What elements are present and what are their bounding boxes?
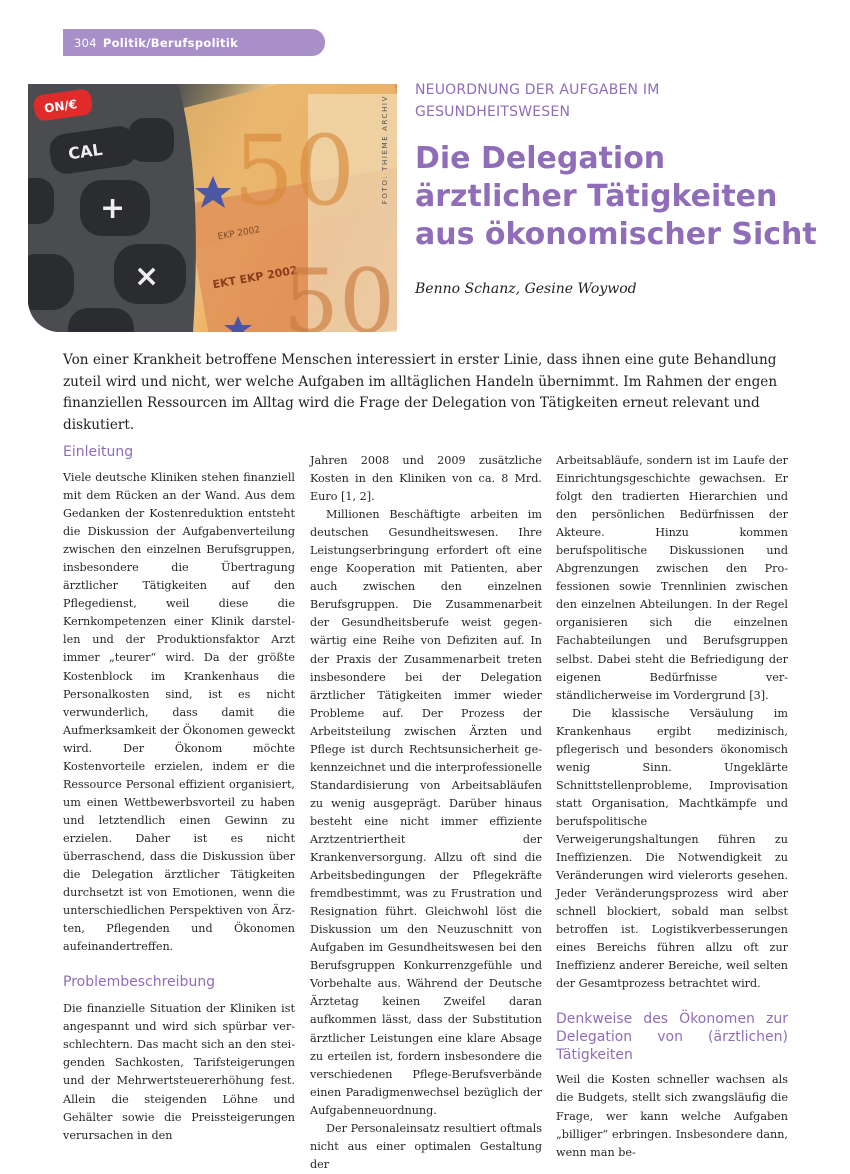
lead-paragraph: Von einer Krankheit betroffene Menschen interessiert in erster Linie, dass ihnen eine gute Behandlung zuteil wird und nicht, wer welche Aufgaben im alltäglichen Handeln übernimmt. Im Rahmen der engen finanziellen Ressourcen im Alltag wird die Frage der Delegation von Tätigkeiten erneut relevant und diskutiert. xyxy=(63,352,778,433)
page-number: 304 xyxy=(74,35,97,50)
body-paragraph: Die finanzielle Situation der Kliniken ist angespannt und wird sich spürbar verschlechtern. Das macht sich an den steigenden Sachkosten, Tarifsteigerungen und der Mehrwertsteuererhöhung fest. Allein die steigenden Löhne und Gehälter sowie die Preissteigerungen verursachen in den xyxy=(63,1002,295,1142)
authors: Benno Schanz, Gesine Woywod xyxy=(415,281,637,297)
plus-icon: + xyxy=(100,191,126,226)
kicker: NEUORDNUNG DER AUFGABEN IM GESUNDHEITSWESEN xyxy=(415,82,660,120)
cal-key-label: CAL xyxy=(66,139,104,164)
section-heading-einleitung: Einleitung xyxy=(63,444,134,460)
body-paragraph: Viele deutsche Kliniken stehen finanziell mit dem Rücken an der Wand. Aus dem Gedanken der Kostenreduktion entsteht die Diskussion der Aufgabenverteilung zwischen den einzelnen Berufsgruppen, insbesondere die Übertragung ärztlicher Tätigkeiten auf den Pflegedienst, weil diese die Kernkompetenzen einer Klinik darstellen und der Produktionsfaktor Arzt immer „teurer“ wird. Da der größte Kostenblock im Krankenhaus die Personalkosten sind, ist es nicht verwunderlich, dass damit die Aufmerksamkeit der Ökonomen geweckt wird. Der Ökonom möchte Kostenvorteile erzielen, indem er die Ressource Personal effizient organisiert, um einen Wettbewerbsvorteil zu haben und letztendlich einen Gewinn zu erzielen. Daher ist es nicht überraschend, dass die Diskussion über die Delegation ärztlicher Tätigkeiten durchsetzt ist von Emotionen, wenn die unterschiedlichen Perspektiven von Ärzten, Pflegenden und Ökonomen aufeinandertreffen. xyxy=(63,471,295,954)
banknote-code: EKP 2002 xyxy=(217,225,261,243)
banknote-numeral: 50 xyxy=(233,115,356,227)
section-heading-problembeschreibung: Problembeschreibung xyxy=(63,974,216,991)
column-3 xyxy=(556,452,788,1162)
body-paragraph: Jahren 2008 und 2009 zusätzliche Kosten in den Kliniken von ca. 8 Mrd. Euro [1, 2]. xyxy=(310,454,542,504)
body-paragraph: Arbeitsabläufe, sondern ist im Laufe der Einrichtungsgeschichte gewachsen. Er folgt den tradierten Hierarchien und den persönlichen Bedürfnissen der Akteure. Hinzu kommen berufspolitische Diskussionen und Abgrenzungen zwischen den Professionen sowie Trennlinien zwischen den einzelnen Abteilungen. In der Regel organisieren sich die einzelnen Fachabteilungen und Berufsgruppen selbst. Dabei steht die Befriedigung der eigenen Bedürfnisse verständlicherweise im Vordergrund [3]. xyxy=(556,454,788,702)
body-paragraph: Weil die Kosten schneller wachsen als die Budgets, stellt sich zwangsläufig die Frage, wer kann welche Aufgaben „billiger“ erbringen. Insbesondere dann, wenn man be- xyxy=(556,1073,788,1159)
article-photo xyxy=(28,84,397,332)
banknote-code: EKT EKP 2002 xyxy=(211,263,299,292)
body-paragraph: Die klassische Versäulung im Krankenhaus ergibt medizinisch, pflegerisch und besonders ökonomisch wenig Sinn. Ungeklärte Schnittstellenprobleme, Improvisation statt Organisation, Machtkämpfe und berufspolitische Verweigerungshaltungen führen zu Ineffizienzen. Die Notwendigkeit zu Veränderungen wird vielerorts gesehen. Jeder Veränderungsprozess wird aber schnell blockiert, sobald man selbst betroffen ist. Logistikverbesserungen eines Bereichs führen allzu oft zur Ineffizienz anderer Bereiche, weil selten der Gesamtprozess betrachtet wird. xyxy=(556,706,788,991)
section-label: Politik/Berufspolitik xyxy=(102,35,239,50)
running-header xyxy=(63,29,325,56)
banknote-numeral: 50 xyxy=(283,250,395,332)
body-paragraph: Millionen Beschäftigte arbeiten im deutschen Gesundheitswesen. Ihre Leistungserbringung erfordert oft eine enge Kooperation mit Patienten, aber auch zwischen den einzelnen Berufsgruppen. Die Zusammenarbeit der Gesundheitsberufe weist gegenwärtig eine Reihe von Defiziten auf. In der Praxis der Zusammenarbeit treten insbesondere bei der Delegation ärztlicher Tätigkeiten immer wieder Probleme auf. Der Prozess der Arbeitsteilung zwischen Ärzten und Pflege ist durch Rechtsunsicherheit gekennzeichnet und die interprofessionelle Standardisierung von Arbeitsabläufen zu wenig ausgeprägt. Darüber hinaus besteht eine nicht immer effiziente Arztzentriertheit der Krankenversorgung. Allzu oft sind die Arbeitsbedingungen der Pflegekräfte fremdbestimmt, was zu Frustration und Resignation führt. Gleichwohl löst die Diskussion um den Neuzuschnitt von Aufgaben im Gesundheitswesen bei den Berufsgruppen Konkurrenzgefühle und Vorbehalte aus. Während der Deutsche Ärztetag keinen Zweifel daran aufkommen lässt, dass der Substitution ärztlicher Leistungen eine klare Absage zu erteilen ist, fordern insbesondere die verschiedenen Pflege-Berufsverbände einen Paradigmenwechsel bezüglich der Aufgabenneuordnung. xyxy=(310,508,542,1117)
column-1 xyxy=(63,443,295,1145)
on-key-label: ON/€ xyxy=(43,97,78,116)
calculator-euro-illustration xyxy=(28,84,397,332)
article-title: Die Delegation ärztlicher Tätigkeiten aus ökonomischer Sicht xyxy=(415,141,817,252)
photo-credit: FOTO: THIEME ARCHIV xyxy=(381,95,389,205)
section-heading-denkweise: Denkweise des Ökonomen zur Delegation von (ärztlichen) Tätigkeiten xyxy=(556,1011,788,1064)
body-paragraph: Der Personaleinsatz resultiert oftmals nicht aus einer optimalen Gestaltung der xyxy=(310,1121,542,1171)
multiply-icon: × xyxy=(134,259,160,294)
column-2 xyxy=(310,452,542,1174)
banknotes-image xyxy=(164,84,397,332)
